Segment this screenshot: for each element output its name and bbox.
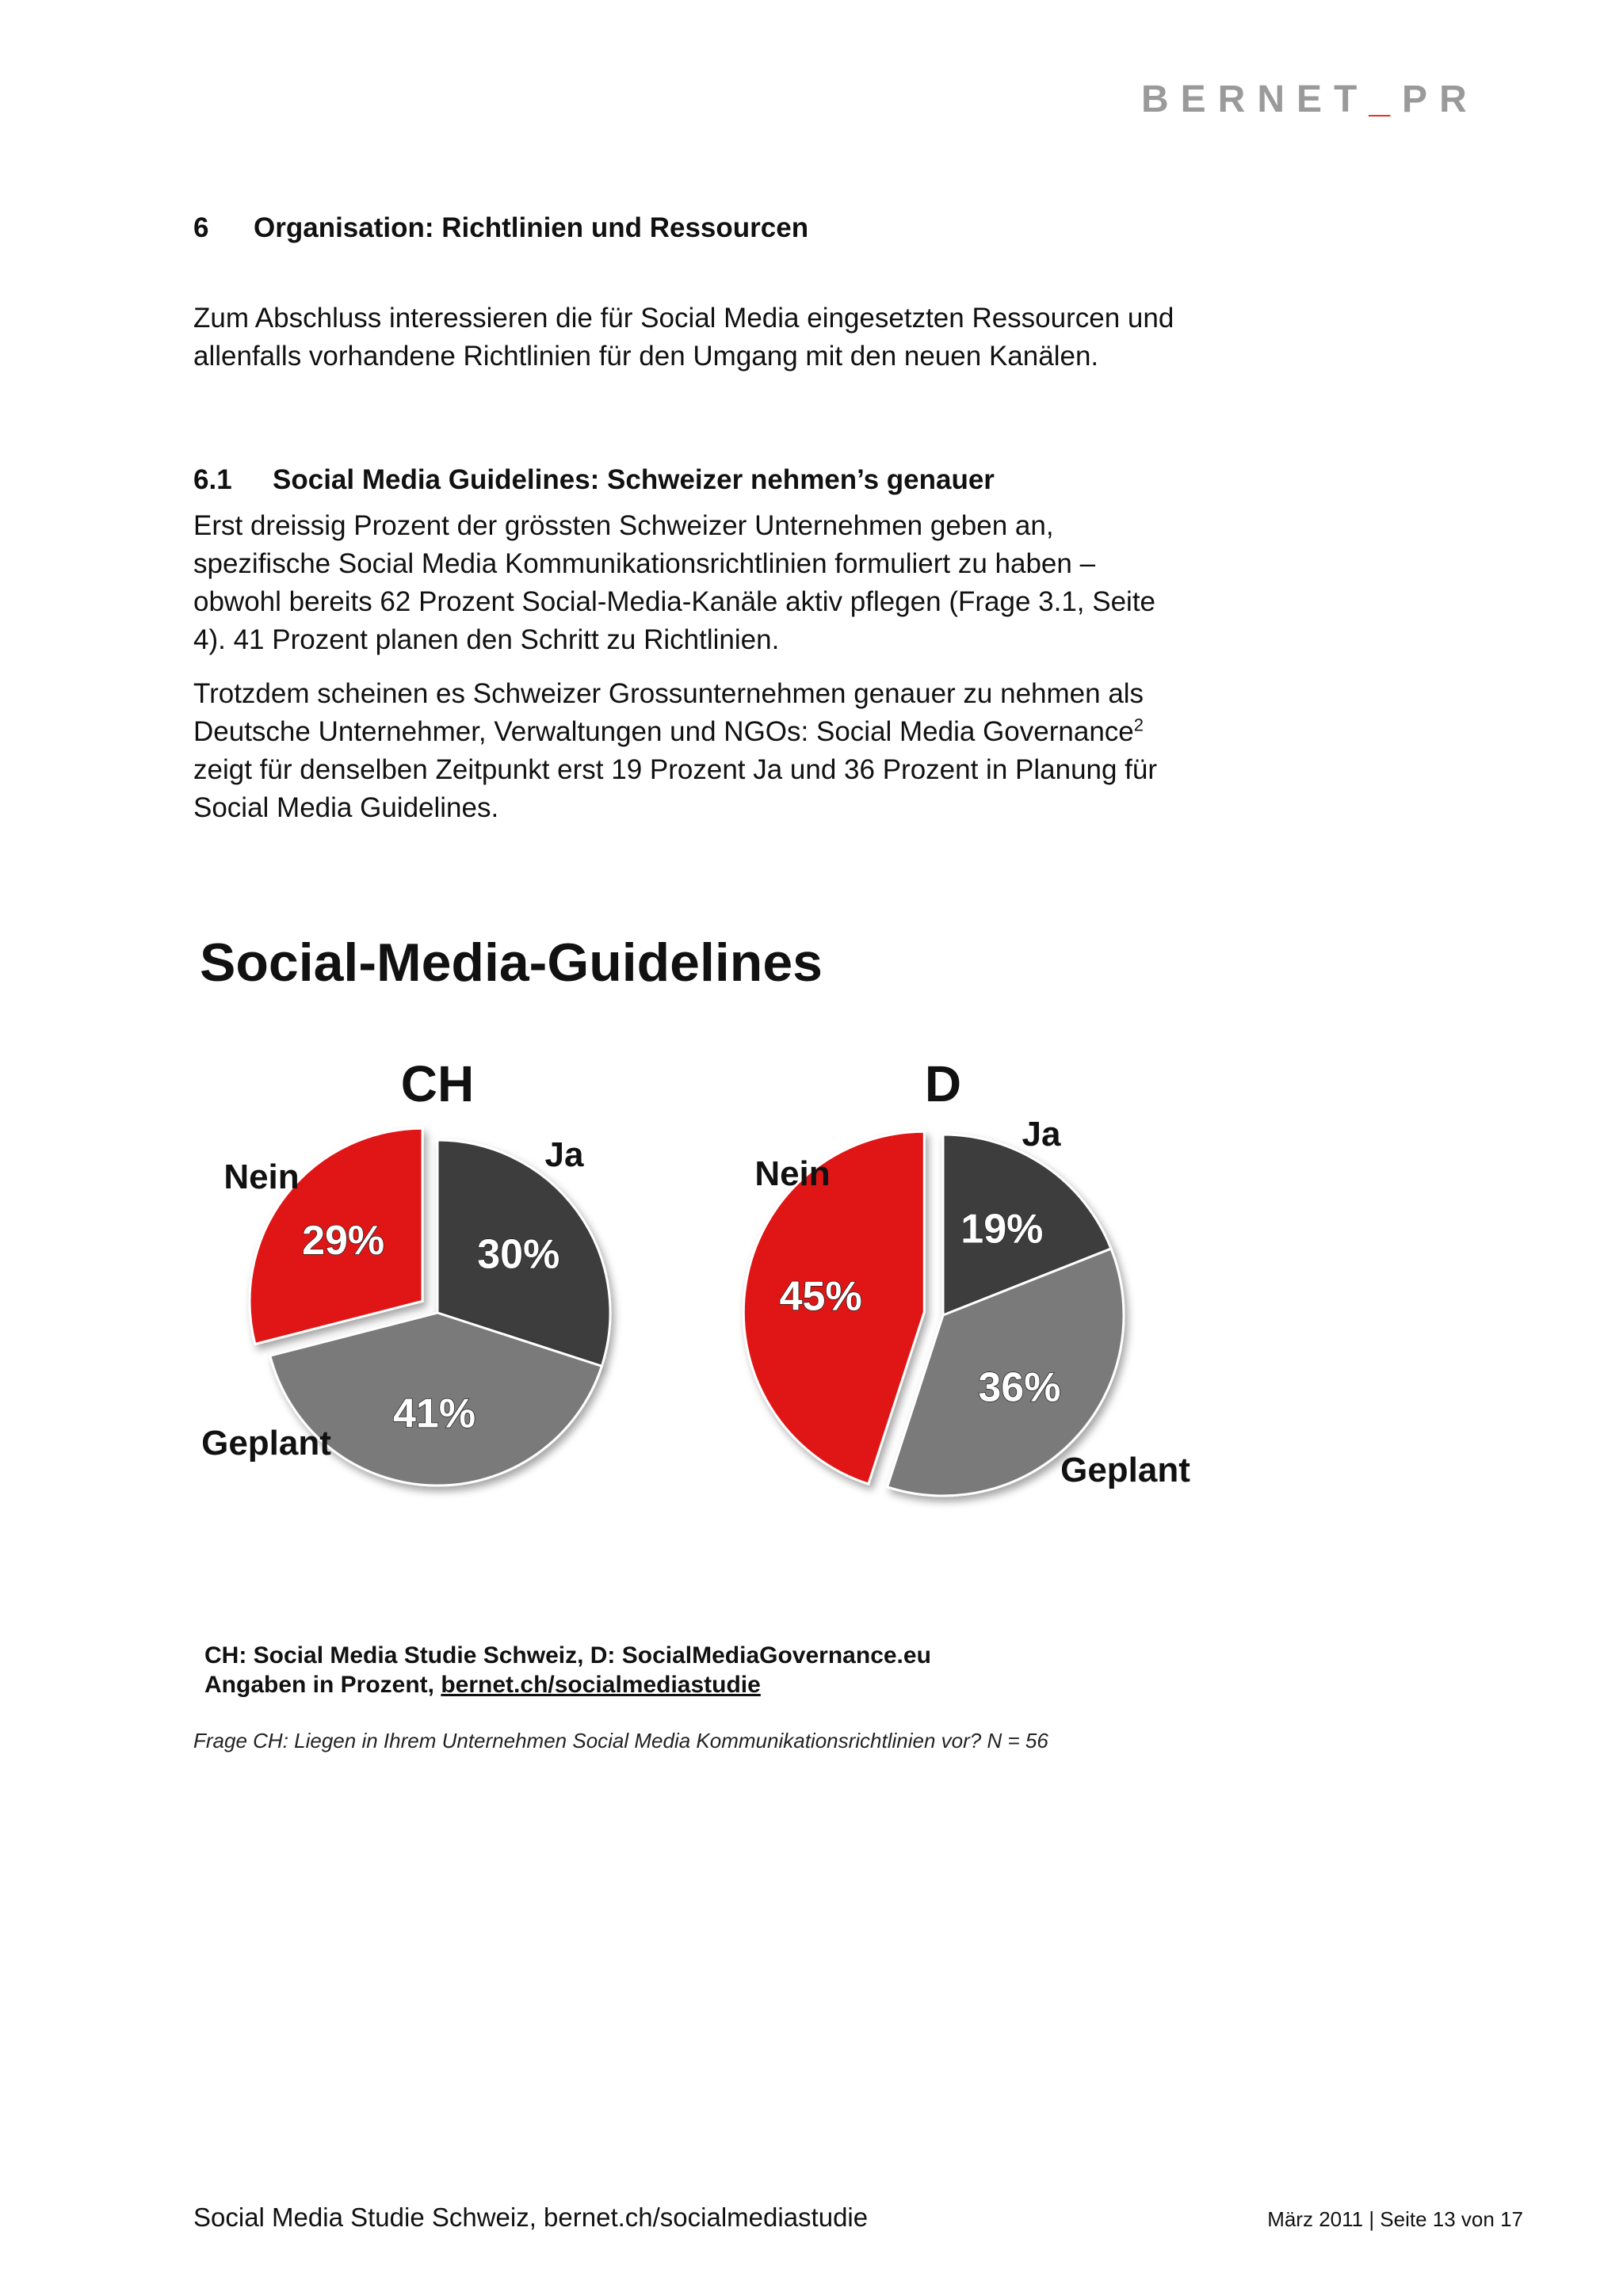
chart-caption: Frage CH: Liegen in Ihrem Unternehmen Social Media Kommunikationsrichtlinien vor? N = 56: [193, 1729, 1048, 1753]
chart-source-line-2: [204, 1672, 761, 1698]
chart-title: Social-Media-Guidelines: [200, 933, 823, 993]
footnote-mark: 2: [1133, 715, 1144, 735]
subsection-title: Social Media Guidelines: Schweizer nehmen’s genauer: [273, 464, 995, 495]
pie-label-ch: CH: [400, 1055, 475, 1112]
paragraph-2-text-after: zeigt für denselben Zeitpunkt erst 19 Prozent Ja und 36 Prozent in Planung für Social Media Guidelines.: [193, 754, 1158, 823]
section-title: Organisation: Richtlinien und Ressourcen: [254, 212, 809, 243]
logo-text-pr: PR: [1402, 78, 1479, 120]
chart-source-link: bernet.ch/socialmediastudie: [441, 1672, 761, 1698]
category-label-d-nein: Nein: [754, 1154, 831, 1193]
chart-source-prefix: Angaben in Prozent,: [204, 1672, 441, 1698]
data-label-d-geplant: 36%: [978, 1364, 1061, 1411]
subsection-number: 6.1: [193, 464, 232, 495]
category-label-ch-geplant: Geplant: [201, 1424, 331, 1463]
logo-text-bernet: BERNET: [1141, 78, 1369, 120]
data-label-ch-nein: 29%: [302, 1217, 385, 1264]
data-label-ch-geplant: 41%: [392, 1390, 476, 1437]
intro-paragraph: Zum Abschluss interessieren die für Social Media eingesetzten Ressourcen und allenfalls vorhandene Richtlinien für den Umgang mit den neuen Kanälen.: [193, 303, 1174, 372]
paragraph-1: Erst dreissig Prozent der grössten Schweizer Unternehmen geben an, spezifische Social Media Kommunikationsrichtlinien formuliert zu haben – obwohl bereits 62 Prozent Social-Media-Kanäle aktiv pflegen (Frage 3.1, Seite 4). 41 Prozent planen den Schritt zu Richtlinien.: [193, 510, 1156, 655]
category-label-d-ja: Ja: [1022, 1115, 1061, 1154]
footer-page-info: März 2011 | Seite 13 von 17: [1267, 2207, 1523, 2231]
category-label-ch-nein: Nein: [223, 1158, 300, 1196]
paragraph-2-text: Trotzdem scheinen es Schweizer Grossunternehmen genauer zu nehmen als Deutsche Unternehmer, Verwaltungen und NGOs: Social Media Governance: [193, 678, 1144, 747]
chart-source-line-1: CH: Social Media Studie Schweiz, D: SocialMediaGovernance.eu: [204, 1642, 931, 1669]
data-label-d-nein: 45%: [779, 1273, 862, 1320]
logo-underscore: _: [1369, 78, 1403, 120]
category-label-ch-ja: Ja: [544, 1135, 584, 1174]
data-label-ch-ja: 30%: [477, 1231, 560, 1278]
data-label-d-ja: 19%: [960, 1206, 1044, 1253]
section-number: 6: [193, 212, 209, 243]
pie-label-d: D: [924, 1055, 962, 1112]
category-label-d-geplant: Geplant: [1060, 1451, 1190, 1489]
footer-left: Social Media Studie Schweiz, bernet.ch/socialmediastudie: [193, 2203, 869, 2232]
